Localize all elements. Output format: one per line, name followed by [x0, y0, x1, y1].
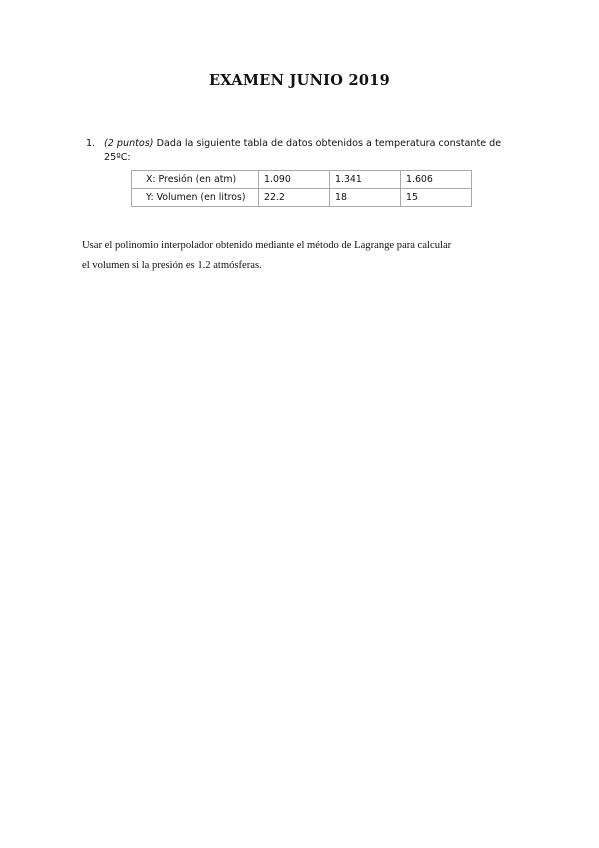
- table-row: [132, 171, 472, 189]
- question-text-line2: 25ºC:: [104, 151, 131, 163]
- instruction-line2: el volumen si la presión es 1.2 atmósferas.: [82, 260, 262, 271]
- table-cell: 1.606: [401, 171, 472, 189]
- table-row: [132, 189, 472, 207]
- table-cell: 1.090: [259, 171, 330, 189]
- instruction-line1: Usar el polinomio interpolador obtenido mediante el método de Lagrange para calcular: [82, 240, 452, 251]
- question-number: 1.: [86, 138, 96, 149]
- table-row-label: Y: Volumen (en litros): [132, 189, 259, 207]
- table-row-label: X: Presión (en atm): [132, 171, 259, 189]
- exam-title: EXAMEN JUNIO 2019: [208, 72, 391, 89]
- data-table: [131, 170, 472, 207]
- table-cell: 22.2: [259, 189, 330, 207]
- table-cell: 15: [401, 189, 472, 207]
- instruction-paragraph: [82, 236, 512, 276]
- question-1: [86, 137, 506, 164]
- question-text-line1: Dada la siguiente tabla de datos obtenidos a temperatura constante de: [156, 138, 502, 149]
- table-cell: 18: [330, 189, 401, 207]
- table-cell: 1.341: [330, 171, 401, 189]
- question-points: (2 puntos): [104, 138, 154, 149]
